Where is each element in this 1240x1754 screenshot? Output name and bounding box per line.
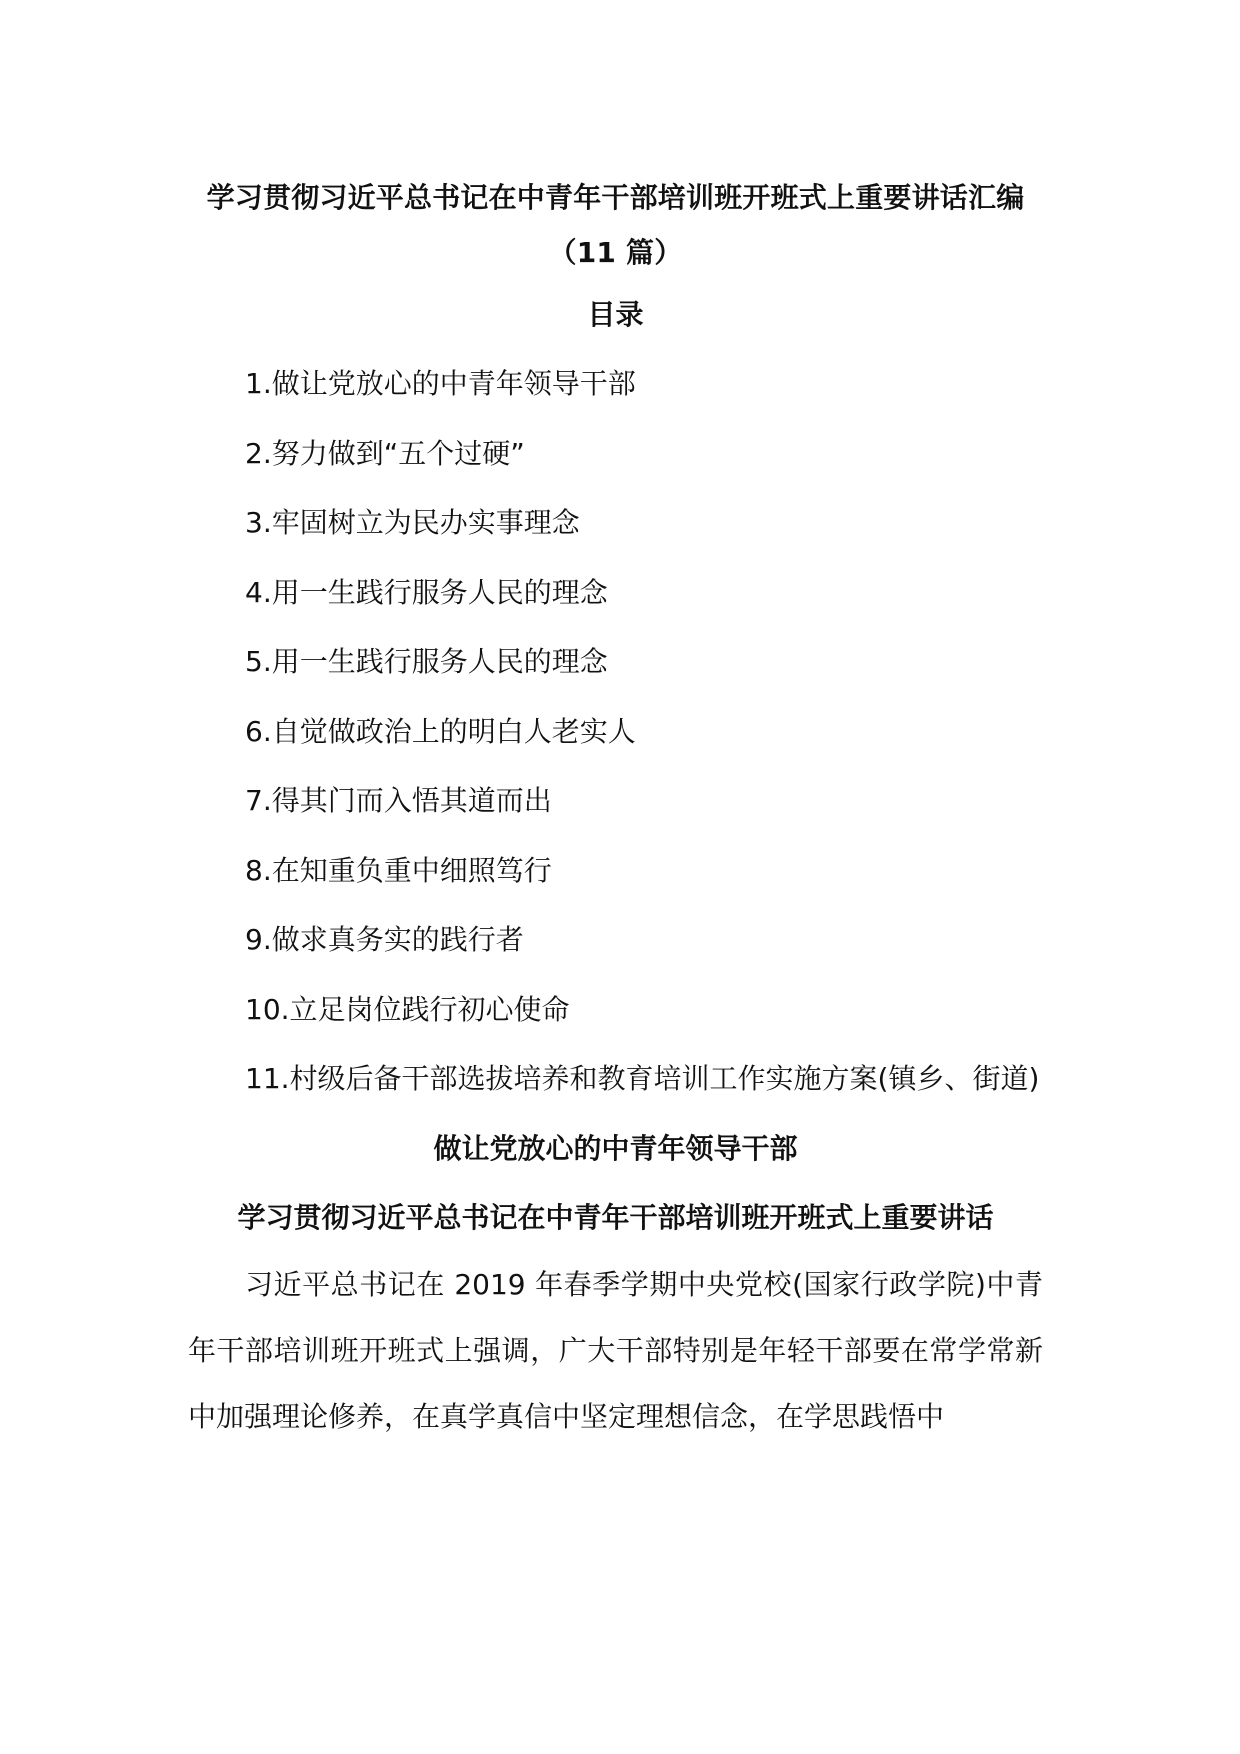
- toc-item[interactable]: 3.牢固树立为民办实事理念: [245, 506, 580, 539]
- toc-item[interactable]: 4.用一生践行服务人民的理念: [245, 575, 608, 609]
- toc-heading: 目录: [587, 298, 644, 331]
- toc-item[interactable]: 9.做求真务实的践行者: [245, 923, 524, 956]
- toc-item[interactable]: 8.在知重负重中细照笃行: [245, 853, 552, 887]
- toc-item[interactable]: 11.村级后备干部选拔培养和教育培训工作实施方案(镇乡、街道): [245, 1062, 1040, 1095]
- section-title: 做让党放心的中青年领导干部: [433, 1131, 798, 1165]
- toc-item[interactable]: 1.做让党放心的中青年领导干部: [245, 367, 636, 400]
- document-title-line-2: （11 篇）: [548, 236, 683, 269]
- document-title-line-1: 学习贯彻习近平总书记在中青年干部培训班开班式上重要讲话汇编: [206, 181, 1025, 214]
- toc-item[interactable]: 10.立足岗位践行初心使命: [245, 992, 570, 1026]
- toc-item[interactable]: 2.努力做到“五个过硬”: [245, 436, 525, 470]
- section-subtitle: 学习贯彻习近平总书记在中青年干部培训班开班式上重要讲话: [237, 1200, 994, 1234]
- toc-item[interactable]: 6.自觉做政治上的明白人老实人: [245, 714, 636, 748]
- toc-item[interactable]: 5.用一生践行服务人民的理念: [245, 645, 608, 678]
- document-content: [188, 170, 1043, 1450]
- table-of-contents: [188, 349, 1043, 1114]
- toc-item[interactable]: 7.得其门而入悟其道而出: [245, 784, 552, 817]
- body-paragraph: 习近平总书记在 2019 年春季学期中央党校(国家行政学院)中青年干部培训班开班式上强调，广大干部特别是年轻干部要在常学常新中加强理论修养，在真学真信中坚定理想信念，在学思践悟中: [188, 1267, 1043, 1433]
- document-title: [188, 170, 1043, 280]
